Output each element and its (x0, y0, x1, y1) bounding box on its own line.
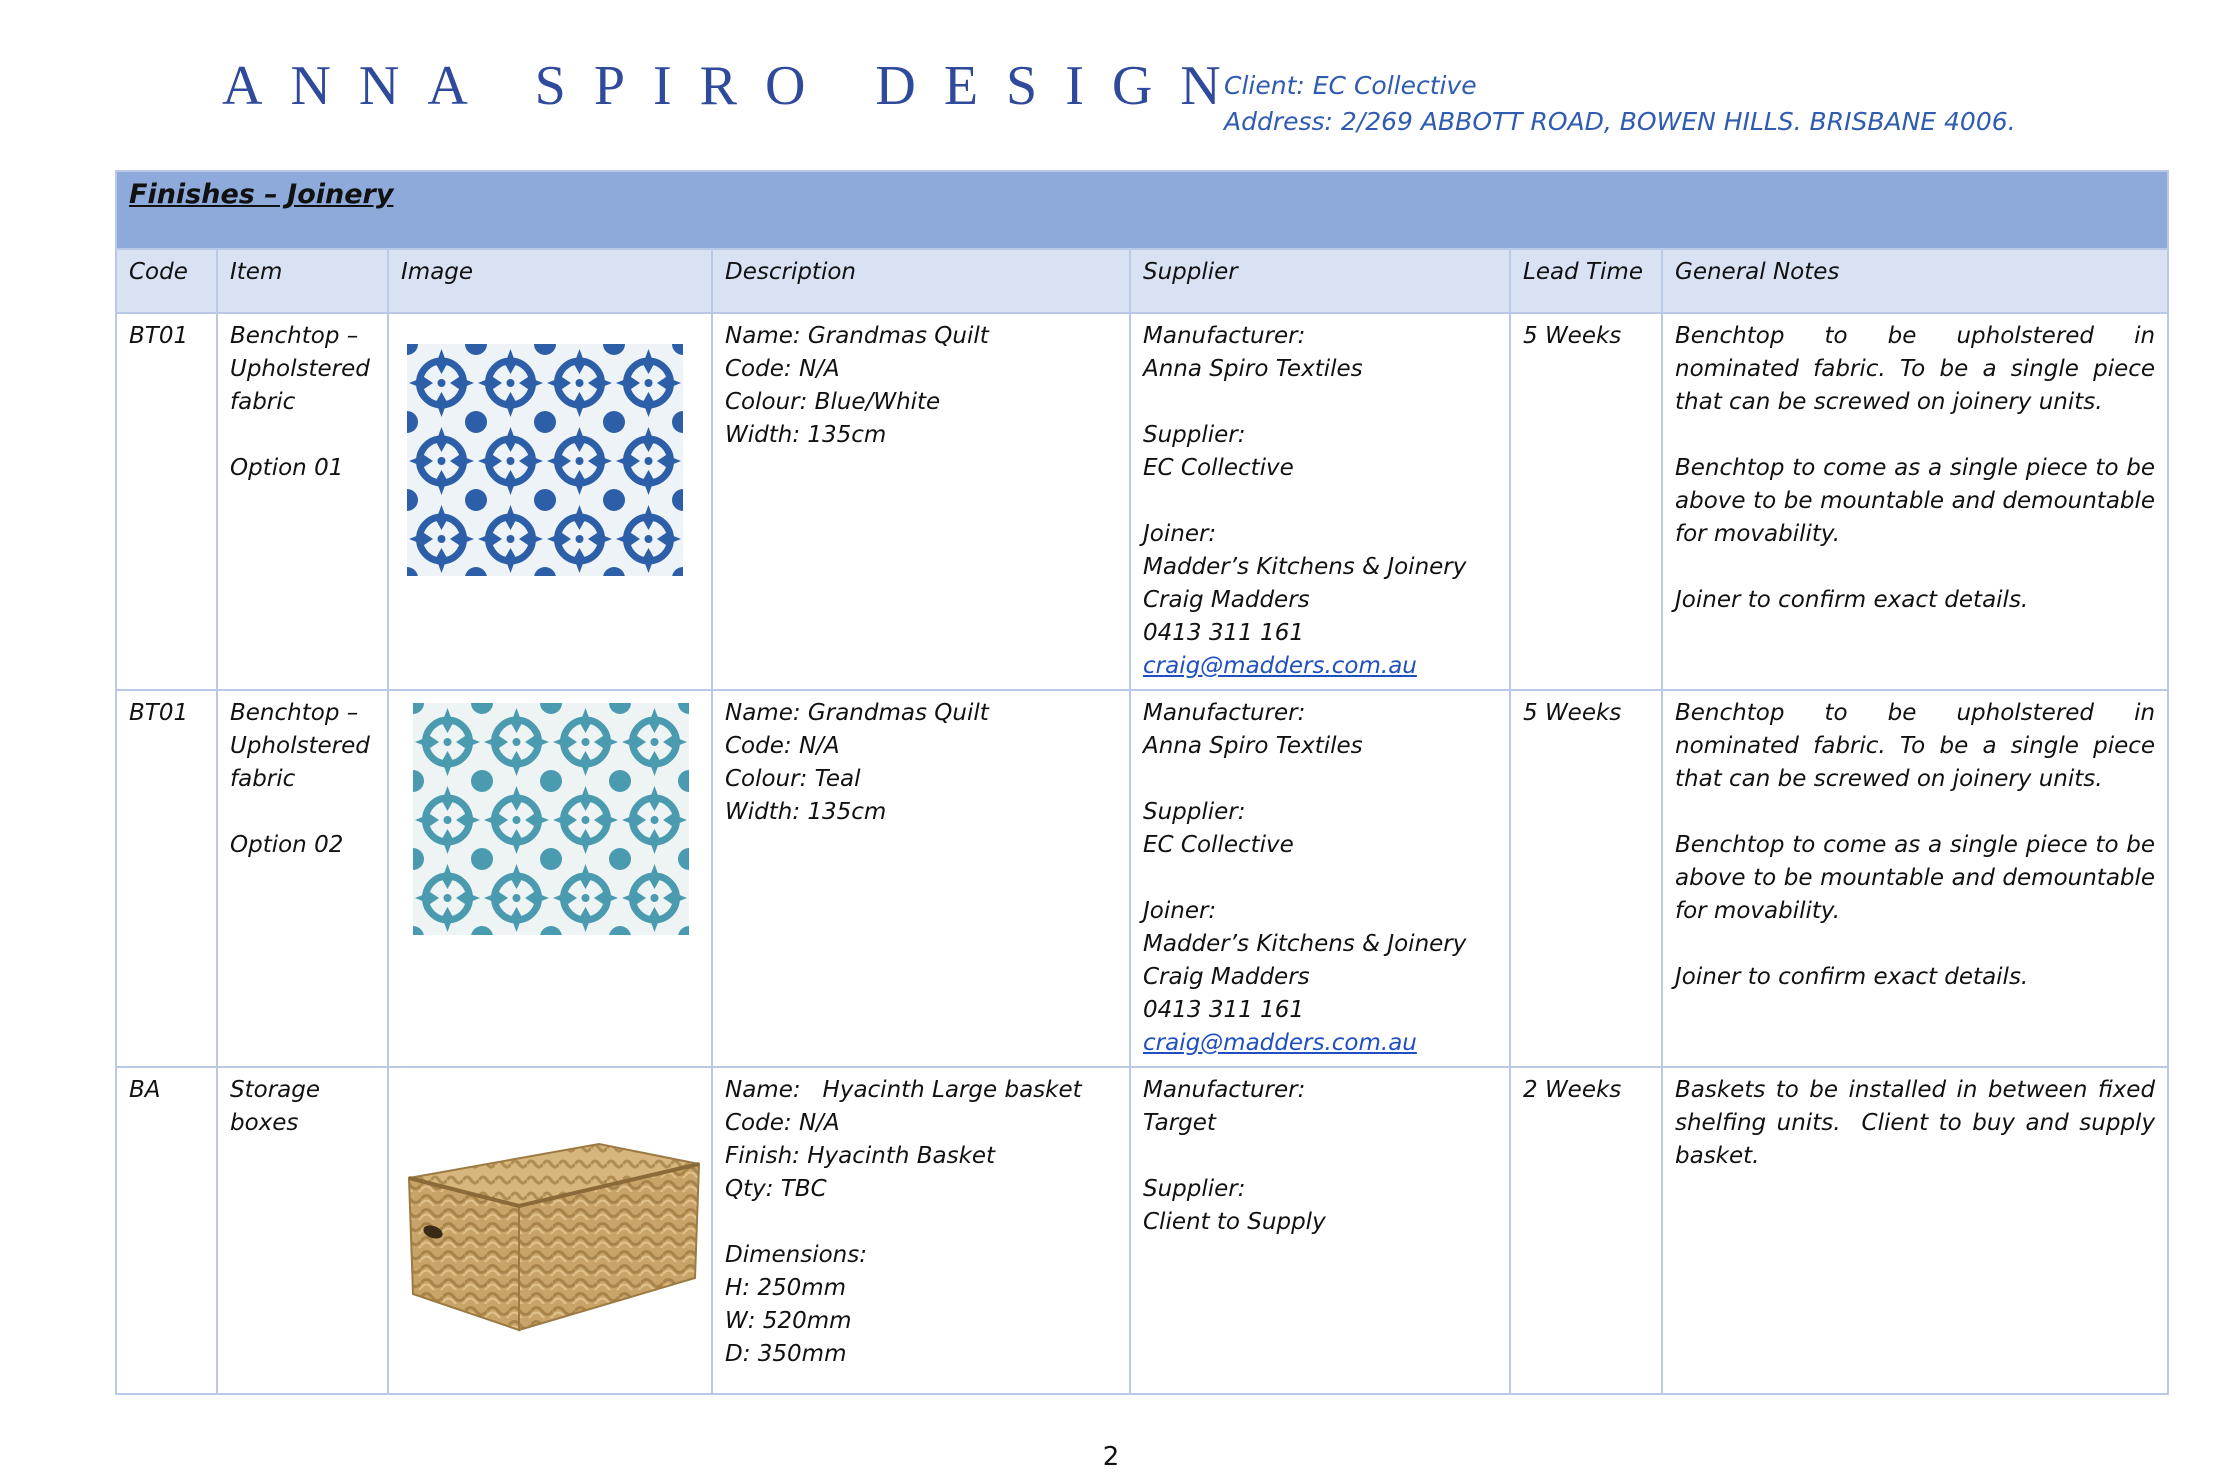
section-title: Finishes – Joinery (129, 179, 394, 210)
fabric-swatch-blue-image (407, 344, 683, 586)
column-header-item: Item (217, 249, 388, 313)
supplier-email-link[interactable]: craig@madders.com.au (1143, 1030, 1417, 1056)
description-line: Qty: TBC (725, 1176, 827, 1202)
item-cell (217, 313, 388, 690)
description-line: Name: Grandmas Quilt (725, 700, 989, 726)
supplier-line: EC Collective (1143, 832, 1294, 858)
fabric-swatch-teal-image (413, 703, 689, 945)
item-option: Option 01 (230, 455, 344, 481)
supplier-line: Anna Spiro Textiles (1143, 356, 1363, 382)
column-header-supplier: Supplier (1130, 249, 1510, 313)
item-cell (217, 1067, 388, 1394)
supplier-line: Craig Madders (1143, 964, 1310, 990)
code-cell: BA (116, 1067, 217, 1394)
supplier-line: Madder’s Kitchens & Joinery (1143, 554, 1467, 580)
description-line: Width: 135cm (725, 799, 887, 825)
item-line: Upholstered (230, 733, 370, 759)
supplier-cell (1130, 690, 1510, 1067)
description-line: Code: N/A (725, 733, 840, 759)
supplier-line: Craig Madders (1143, 587, 1310, 613)
table-row (116, 313, 2168, 690)
supplier-line: EC Collective (1143, 455, 1294, 481)
column-header-description: Description (712, 249, 1130, 313)
supplier-line: Joiner: (1143, 898, 1217, 924)
description-cell (712, 690, 1130, 1067)
column-header-code: Code (116, 249, 217, 313)
table-row (116, 1067, 2168, 1394)
item-line: fabric (230, 389, 296, 415)
item-cell (217, 690, 388, 1067)
supplier-line: Supplier: (1143, 799, 1246, 825)
column-header-row (116, 249, 2168, 313)
description-line: Code: N/A (725, 356, 840, 382)
description-line: W: 520mm (725, 1308, 852, 1334)
code-cell: BT01 (116, 313, 217, 690)
lead-time-cell: 5 Weeks (1510, 313, 1662, 690)
image-cell (388, 313, 712, 690)
supplier-line: Manufacturer: (1143, 323, 1306, 349)
description-line: Dimensions: (725, 1242, 867, 1268)
description-line: Colour: Teal (725, 766, 861, 792)
notes-paragraph: Joiner to confirm exact details. (1675, 964, 2029, 990)
description-line: Name: Hyacinth Large basket (725, 1077, 1082, 1103)
notes-paragraph: Baskets to be installed in between fixed shelfing units. Client to buy and supply basket. (1675, 1077, 2163, 1169)
supplier-line: Joiner: (1143, 521, 1217, 547)
notes-cell (1662, 313, 2168, 690)
supplier-line: Supplier: (1143, 1176, 1246, 1202)
lead-time-cell: 5 Weeks (1510, 690, 1662, 1067)
notes-paragraph: Joiner to confirm exact details. (1675, 587, 2029, 613)
supplier-line: Manufacturer: (1143, 700, 1306, 726)
notes-paragraph: Benchtop to be upholstered in nominated fabric. To be a single piece that can be screwed on joinery units. (1675, 700, 2163, 792)
supplier-email-link[interactable]: craig@madders.com.au (1143, 653, 1417, 679)
section-title-cell (116, 171, 2168, 249)
notes-paragraph: Benchtop to come as a single piece to be above to be mountable and demountable for movability. (1675, 832, 2163, 924)
description-line: Code: N/A (725, 1110, 840, 1136)
column-header-lead-time: Lead Time (1510, 249, 1662, 313)
description-cell (712, 313, 1130, 690)
company-logo: ANNA SPIRO DESIGN (222, 55, 1249, 117)
item-line: Upholstered (230, 356, 370, 382)
image-cell (388, 690, 712, 1067)
item-line: fabric (230, 766, 296, 792)
supplier-line: Anna Spiro Textiles (1143, 733, 1363, 759)
client-info (1224, 68, 2016, 140)
supplier-line: 0413 311 161 (1143, 620, 1304, 646)
notes-cell (1662, 1067, 2168, 1394)
notes-paragraph: Benchtop to be upholstered in nominated fabric. To be a single piece that can be screwed on joinery units. (1675, 323, 2163, 415)
item-line: Benchtop – (230, 323, 359, 349)
item-line: boxes (230, 1110, 299, 1136)
supplier-line: Target (1143, 1110, 1216, 1136)
client-name: Client: EC Collective (1224, 71, 1477, 100)
description-line: D: 350mm (725, 1341, 847, 1367)
description-line: Name: Grandmas Quilt (725, 323, 989, 349)
item-option: Option 02 (230, 832, 344, 858)
page-number: 2 (1102, 1442, 1120, 1472)
description-line: Finish: Hyacinth Basket (725, 1143, 996, 1169)
item-line: Benchtop – (230, 700, 359, 726)
supplier-line: Manufacturer: (1143, 1077, 1306, 1103)
finishes-table (115, 170, 2169, 1395)
item-line: Storage (230, 1077, 320, 1103)
section-header-row (116, 171, 2168, 249)
supplier-cell (1130, 1067, 1510, 1394)
description-line: Colour: Blue/White (725, 389, 941, 415)
supplier-line: Supplier: (1143, 422, 1246, 448)
supplier-cell (1130, 313, 1510, 690)
description-line: Width: 135cm (725, 422, 887, 448)
description-line: H: 250mm (725, 1275, 847, 1301)
image-cell (388, 1067, 712, 1394)
code-cell: BT01 (116, 690, 217, 1067)
client-address: Address: 2/269 ABBOTT ROAD, BOWEN HILLS. BRISBANE 4006. (1224, 107, 2016, 136)
column-header-general-notes: General Notes (1662, 249, 2168, 313)
notes-cell (1662, 690, 2168, 1067)
column-header-image: Image (388, 249, 712, 313)
table-row (116, 690, 2168, 1067)
supplier-line: Madder’s Kitchens & Joinery (1143, 931, 1467, 957)
lead-time-cell: 2 Weeks (1510, 1067, 1662, 1394)
description-cell (712, 1067, 1130, 1394)
supplier-line: 0413 311 161 (1143, 997, 1304, 1023)
notes-paragraph: Benchtop to come as a single piece to be above to be mountable and demountable for movability. (1675, 455, 2163, 547)
storage-basket-image (399, 1108, 705, 1354)
supplier-line: Client to Supply (1143, 1209, 1326, 1235)
